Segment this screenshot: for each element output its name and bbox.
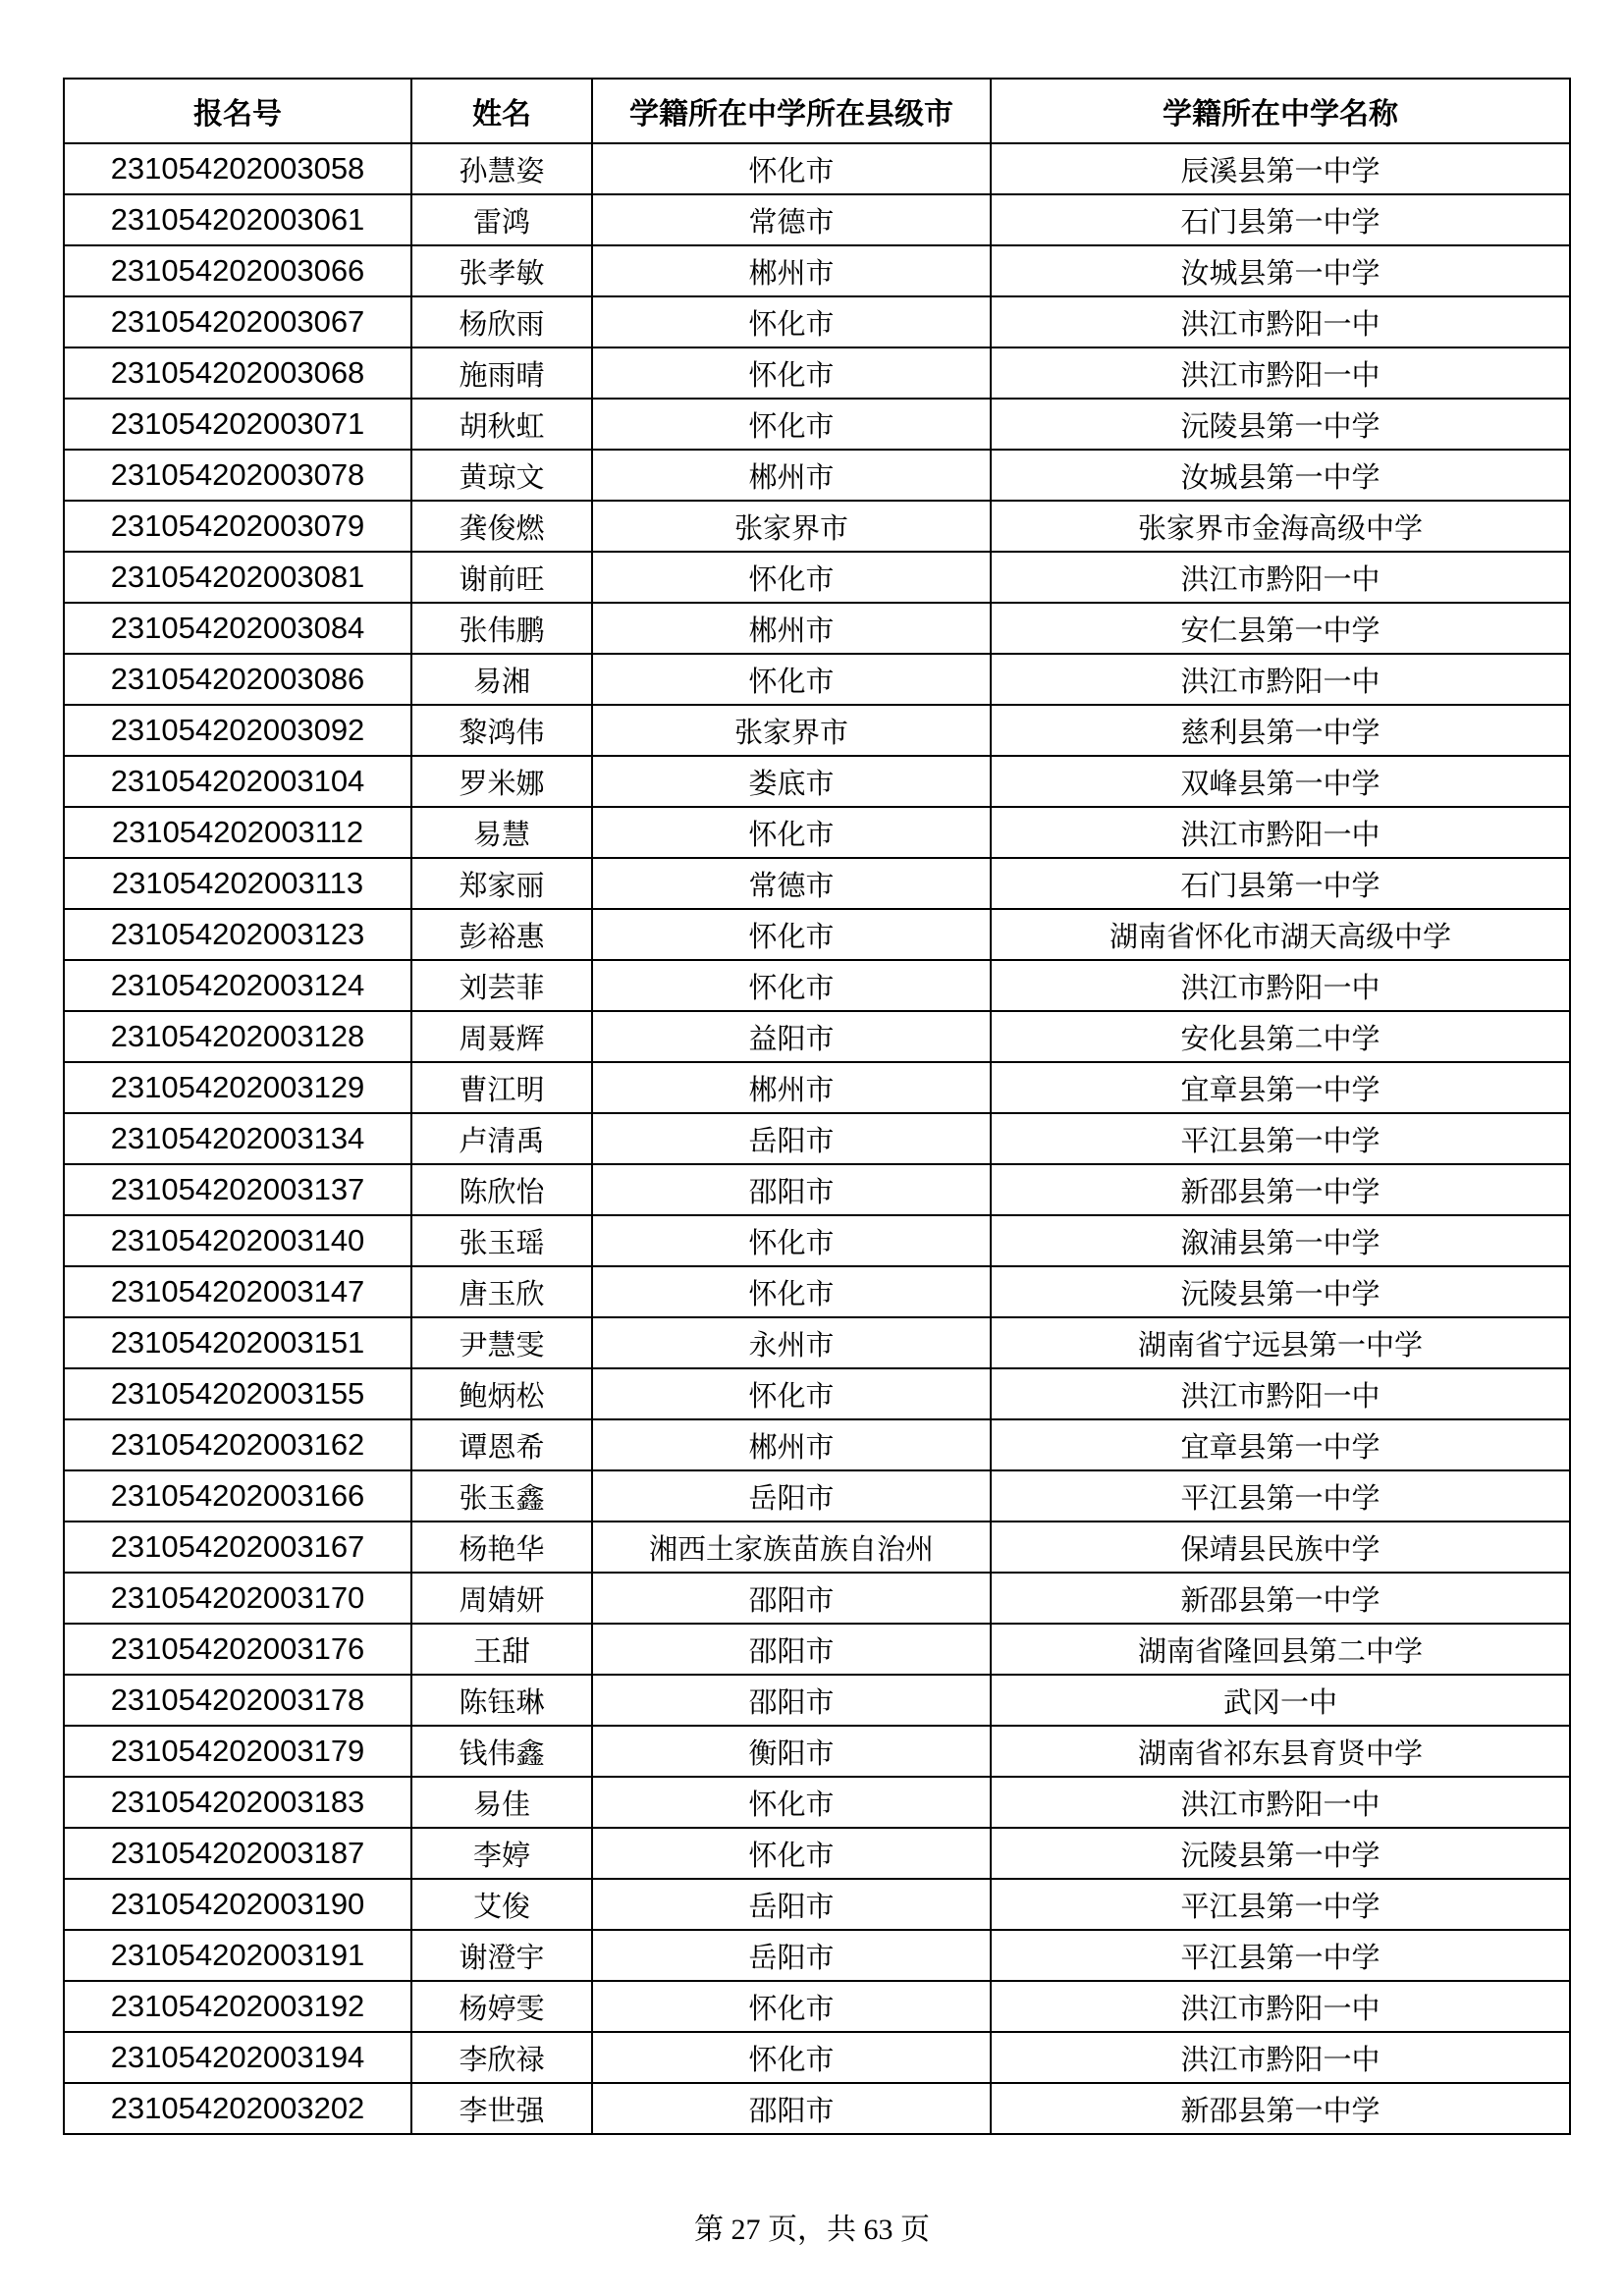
registration-number-cell: 231054202003123 <box>64 909 411 960</box>
school-name-cell: 湖南省祁东县育贤中学 <box>991 1726 1570 1777</box>
name-cell: 杨婷雯 <box>411 1981 592 2032</box>
table-row <box>64 1470 1570 1522</box>
name-cell: 孙慧姿 <box>411 143 592 194</box>
table-row <box>64 1777 1570 1828</box>
school-city-cell: 衡阳市 <box>592 1726 991 1777</box>
registration-number-cell: 231054202003078 <box>64 450 411 501</box>
name-cell: 李世强 <box>411 2083 592 2134</box>
registration-number-cell: 231054202003140 <box>64 1215 411 1266</box>
page-number: 第 27 页，共 63 页 <box>694 2214 930 2246</box>
school-city-cell: 怀化市 <box>592 2032 991 2083</box>
school-name-cell: 洪江市黔阳一中 <box>991 552 1570 603</box>
registration-number-cell: 231054202003202 <box>64 2083 411 2134</box>
school-name-cell: 石门县第一中学 <box>991 194 1570 245</box>
name-cell: 曹江明 <box>411 1062 592 1113</box>
name-cell: 艾俊 <box>411 1879 592 1930</box>
table-row <box>64 654 1570 705</box>
school-name-cell: 洪江市黔阳一中 <box>991 2032 1570 2083</box>
registration-number-cell: 231054202003191 <box>64 1930 411 1981</box>
school-name-cell: 张家界市金海高级中学 <box>991 501 1570 552</box>
name-cell: 易湘 <box>411 654 592 705</box>
school-name-cell: 洪江市黔阳一中 <box>991 296 1570 347</box>
name-cell: 周婧妍 <box>411 1573 592 1624</box>
registration-number-cell: 231054202003071 <box>64 399 411 450</box>
registration-number-cell: 231054202003086 <box>64 654 411 705</box>
name-cell: 王甜 <box>411 1624 592 1675</box>
registration-number-cell: 231054202003137 <box>64 1164 411 1215</box>
name-cell: 龚俊燃 <box>411 501 592 552</box>
header-row <box>64 79 1570 143</box>
name-cell: 陈钰琳 <box>411 1675 592 1726</box>
school-city-cell: 永州市 <box>592 1317 991 1368</box>
school-name-cell: 安仁县第一中学 <box>991 603 1570 654</box>
table-row <box>64 2083 1570 2134</box>
school-name-cell: 双峰县第一中学 <box>991 756 1570 807</box>
school-name-cell: 宜章县第一中学 <box>991 1419 1570 1470</box>
school-city-cell: 怀化市 <box>592 909 991 960</box>
table-row <box>64 858 1570 909</box>
table-row <box>64 1981 1570 2032</box>
name-cell: 胡秋虹 <box>411 399 592 450</box>
school-city-cell: 常德市 <box>592 858 991 909</box>
school-city-cell: 郴州市 <box>592 245 991 296</box>
header-school-city: 学籍所在中学所在县级市 <box>592 79 991 143</box>
name-cell: 郑家丽 <box>411 858 592 909</box>
school-city-cell: 怀化市 <box>592 1215 991 1266</box>
table-row <box>64 245 1570 296</box>
table-row <box>64 296 1570 347</box>
school-city-cell: 岳阳市 <box>592 1470 991 1522</box>
name-cell: 张伟鹏 <box>411 603 592 654</box>
table-row <box>64 1164 1570 1215</box>
registration-number-cell: 231054202003068 <box>64 347 411 399</box>
registration-number-cell: 231054202003176 <box>64 1624 411 1675</box>
school-city-cell: 岳阳市 <box>592 1930 991 1981</box>
school-city-cell: 郴州市 <box>592 450 991 501</box>
school-city-cell: 邵阳市 <box>592 1573 991 1624</box>
school-name-cell: 新邵县第一中学 <box>991 1164 1570 1215</box>
name-cell: 谢澄宇 <box>411 1930 592 1981</box>
name-cell: 谭恩希 <box>411 1419 592 1470</box>
name-cell: 周聂辉 <box>411 1011 592 1062</box>
school-city-cell: 怀化市 <box>592 1777 991 1828</box>
school-name-cell: 安化县第二中学 <box>991 1011 1570 1062</box>
school-name-cell: 洪江市黔阳一中 <box>991 960 1570 1011</box>
name-cell: 张玉瑶 <box>411 1215 592 1266</box>
school-name-cell: 湖南省宁远县第一中学 <box>991 1317 1570 1368</box>
registration-number-cell: 231054202003190 <box>64 1879 411 1930</box>
school-city-cell: 怀化市 <box>592 296 991 347</box>
table-row <box>64 603 1570 654</box>
table-row <box>64 450 1570 501</box>
school-city-cell: 常德市 <box>592 194 991 245</box>
school-city-cell: 郴州市 <box>592 1419 991 1470</box>
school-city-cell: 邵阳市 <box>592 1675 991 1726</box>
registration-number-cell: 231054202003155 <box>64 1368 411 1419</box>
name-cell: 易佳 <box>411 1777 592 1828</box>
registration-number-cell: 231054202003113 <box>64 858 411 909</box>
school-name-cell: 洪江市黔阳一中 <box>991 654 1570 705</box>
name-cell: 杨艳华 <box>411 1522 592 1573</box>
school-name-cell: 洪江市黔阳一中 <box>991 807 1570 858</box>
table-row <box>64 1828 1570 1879</box>
table-row <box>64 399 1570 450</box>
school-city-cell: 张家界市 <box>592 501 991 552</box>
school-name-cell: 洪江市黔阳一中 <box>991 1777 1570 1828</box>
school-name-cell: 沅陵县第一中学 <box>991 1266 1570 1317</box>
school-name-cell: 平江县第一中学 <box>991 1113 1570 1164</box>
school-name-cell: 石门县第一中学 <box>991 858 1570 909</box>
school-name-cell: 保靖县民族中学 <box>991 1522 1570 1573</box>
school-city-cell: 怀化市 <box>592 399 991 450</box>
school-city-cell: 湘西土家族苗族自治州 <box>592 1522 991 1573</box>
registration-number-cell: 231054202003079 <box>64 501 411 552</box>
name-cell: 李欣禄 <box>411 2032 592 2083</box>
header-name: 姓名 <box>411 79 592 143</box>
school-city-cell: 怀化市 <box>592 960 991 1011</box>
school-name-cell: 武冈一中 <box>991 1675 1570 1726</box>
school-name-cell: 汝城县第一中学 <box>991 450 1570 501</box>
name-cell: 陈欣怡 <box>411 1164 592 1215</box>
school-name-cell: 新邵县第一中学 <box>991 1573 1570 1624</box>
registration-number-cell: 231054202003134 <box>64 1113 411 1164</box>
school-city-cell: 怀化市 <box>592 143 991 194</box>
school-name-cell: 湖南省隆回县第二中学 <box>991 1624 1570 1675</box>
registration-number-cell: 231054202003129 <box>64 1062 411 1113</box>
school-city-cell: 娄底市 <box>592 756 991 807</box>
table-row <box>64 960 1570 1011</box>
school-name-cell: 沅陵县第一中学 <box>991 1828 1570 1879</box>
school-city-cell: 怀化市 <box>592 1266 991 1317</box>
registration-number-cell: 231054202003092 <box>64 705 411 756</box>
table-row <box>64 552 1570 603</box>
school-name-cell: 洪江市黔阳一中 <box>991 1368 1570 1419</box>
school-name-cell: 溆浦县第一中学 <box>991 1215 1570 1266</box>
table-row <box>64 1930 1570 1981</box>
school-city-cell: 怀化市 <box>592 654 991 705</box>
table-row <box>64 1011 1570 1062</box>
registration-number-cell: 231054202003061 <box>64 194 411 245</box>
school-city-cell: 郴州市 <box>592 1062 991 1113</box>
name-cell: 黄琼文 <box>411 450 592 501</box>
name-cell: 李婷 <box>411 1828 592 1879</box>
name-cell: 黎鸿伟 <box>411 705 592 756</box>
name-cell: 谢前旺 <box>411 552 592 603</box>
registration-number-cell: 231054202003167 <box>64 1522 411 1573</box>
name-cell: 唐玉欣 <box>411 1266 592 1317</box>
registration-number-cell: 231054202003192 <box>64 1981 411 2032</box>
school-name-cell: 新邵县第一中学 <box>991 2083 1570 2134</box>
table-row <box>64 194 1570 245</box>
school-name-cell: 汝城县第一中学 <box>991 245 1570 296</box>
table-row <box>64 1215 1570 1266</box>
registration-number-cell: 231054202003147 <box>64 1266 411 1317</box>
registration-number-cell: 231054202003166 <box>64 1470 411 1522</box>
school-city-cell: 邵阳市 <box>592 1624 991 1675</box>
school-city-cell: 怀化市 <box>592 1368 991 1419</box>
registration-number-cell: 231054202003084 <box>64 603 411 654</box>
school-city-cell: 邵阳市 <box>592 2083 991 2134</box>
table-row <box>64 1573 1570 1624</box>
table-row <box>64 807 1570 858</box>
school-city-cell: 张家界市 <box>592 705 991 756</box>
table-row <box>64 1879 1570 1930</box>
table-row <box>64 143 1570 194</box>
table-row <box>64 705 1570 756</box>
school-city-cell: 怀化市 <box>592 552 991 603</box>
registration-number-cell: 231054202003170 <box>64 1573 411 1624</box>
table-row <box>64 1062 1570 1113</box>
school-city-cell: 怀化市 <box>592 347 991 399</box>
school-city-cell: 岳阳市 <box>592 1113 991 1164</box>
header-school-name: 学籍所在中学名称 <box>991 79 1570 143</box>
school-name-cell: 湖南省怀化市湖天高级中学 <box>991 909 1570 960</box>
school-name-cell: 宜章县第一中学 <box>991 1062 1570 1113</box>
school-city-cell: 郴州市 <box>592 603 991 654</box>
school-name-cell: 平江县第一中学 <box>991 1879 1570 1930</box>
table-row <box>64 1317 1570 1368</box>
registration-number-cell: 231054202003183 <box>64 1777 411 1828</box>
registration-number-cell: 231054202003179 <box>64 1726 411 1777</box>
name-cell: 易慧 <box>411 807 592 858</box>
school-name-cell: 平江县第一中学 <box>991 1470 1570 1522</box>
registration-number-cell: 231054202003058 <box>64 143 411 194</box>
school-name-cell: 平江县第一中学 <box>991 1930 1570 1981</box>
table-row <box>64 1675 1570 1726</box>
school-name-cell: 洪江市黔阳一中 <box>991 1981 1570 2032</box>
name-cell: 罗米娜 <box>411 756 592 807</box>
name-cell: 卢清禹 <box>411 1113 592 1164</box>
registration-number-cell: 231054202003187 <box>64 1828 411 1879</box>
table-row <box>64 1266 1570 1317</box>
school-name-cell: 洪江市黔阳一中 <box>991 347 1570 399</box>
registration-number-cell: 231054202003124 <box>64 960 411 1011</box>
registration-number-cell: 231054202003112 <box>64 807 411 858</box>
name-cell: 钱伟鑫 <box>411 1726 592 1777</box>
table-row <box>64 2032 1570 2083</box>
school-name-cell: 慈利县第一中学 <box>991 705 1570 756</box>
name-cell: 张孝敏 <box>411 245 592 296</box>
name-cell: 尹慧雯 <box>411 1317 592 1368</box>
table-row <box>64 1624 1570 1675</box>
school-city-cell: 邵阳市 <box>592 1164 991 1215</box>
registration-number-cell: 231054202003081 <box>64 552 411 603</box>
table-row <box>64 1368 1570 1419</box>
name-cell: 鲍炳松 <box>411 1368 592 1419</box>
school-city-cell: 怀化市 <box>592 1981 991 2032</box>
registration-number-cell: 231054202003162 <box>64 1419 411 1470</box>
name-cell: 杨欣雨 <box>411 296 592 347</box>
school-name-cell: 沅陵县第一中学 <box>991 399 1570 450</box>
school-city-cell: 岳阳市 <box>592 1879 991 1930</box>
table-row <box>64 909 1570 960</box>
name-cell: 施雨晴 <box>411 347 592 399</box>
registration-number-cell: 231054202003128 <box>64 1011 411 1062</box>
name-cell: 刘芸菲 <box>411 960 592 1011</box>
name-cell: 雷鸿 <box>411 194 592 245</box>
registration-number-cell: 231054202003194 <box>64 2032 411 2083</box>
table-row <box>64 756 1570 807</box>
table-row <box>64 1726 1570 1777</box>
table-row <box>64 501 1570 552</box>
registration-number-cell: 231054202003066 <box>64 245 411 296</box>
registration-number-cell: 231054202003151 <box>64 1317 411 1368</box>
registration-number-cell: 231054202003178 <box>64 1675 411 1726</box>
school-city-cell: 益阳市 <box>592 1011 991 1062</box>
school-city-cell: 怀化市 <box>592 807 991 858</box>
name-cell: 彭裕惠 <box>411 909 592 960</box>
admission-list-table <box>63 78 1571 2135</box>
registration-number-cell: 231054202003104 <box>64 756 411 807</box>
header-registration-number: 报名号 <box>64 79 411 143</box>
registration-number-cell: 231054202003067 <box>64 296 411 347</box>
name-cell: 张玉鑫 <box>411 1470 592 1522</box>
table-row <box>64 1113 1570 1164</box>
table-row <box>64 347 1570 399</box>
school-name-cell: 辰溪县第一中学 <box>991 143 1570 194</box>
table-row <box>64 1522 1570 1573</box>
table-row <box>64 1419 1570 1470</box>
school-city-cell: 怀化市 <box>592 1828 991 1879</box>
